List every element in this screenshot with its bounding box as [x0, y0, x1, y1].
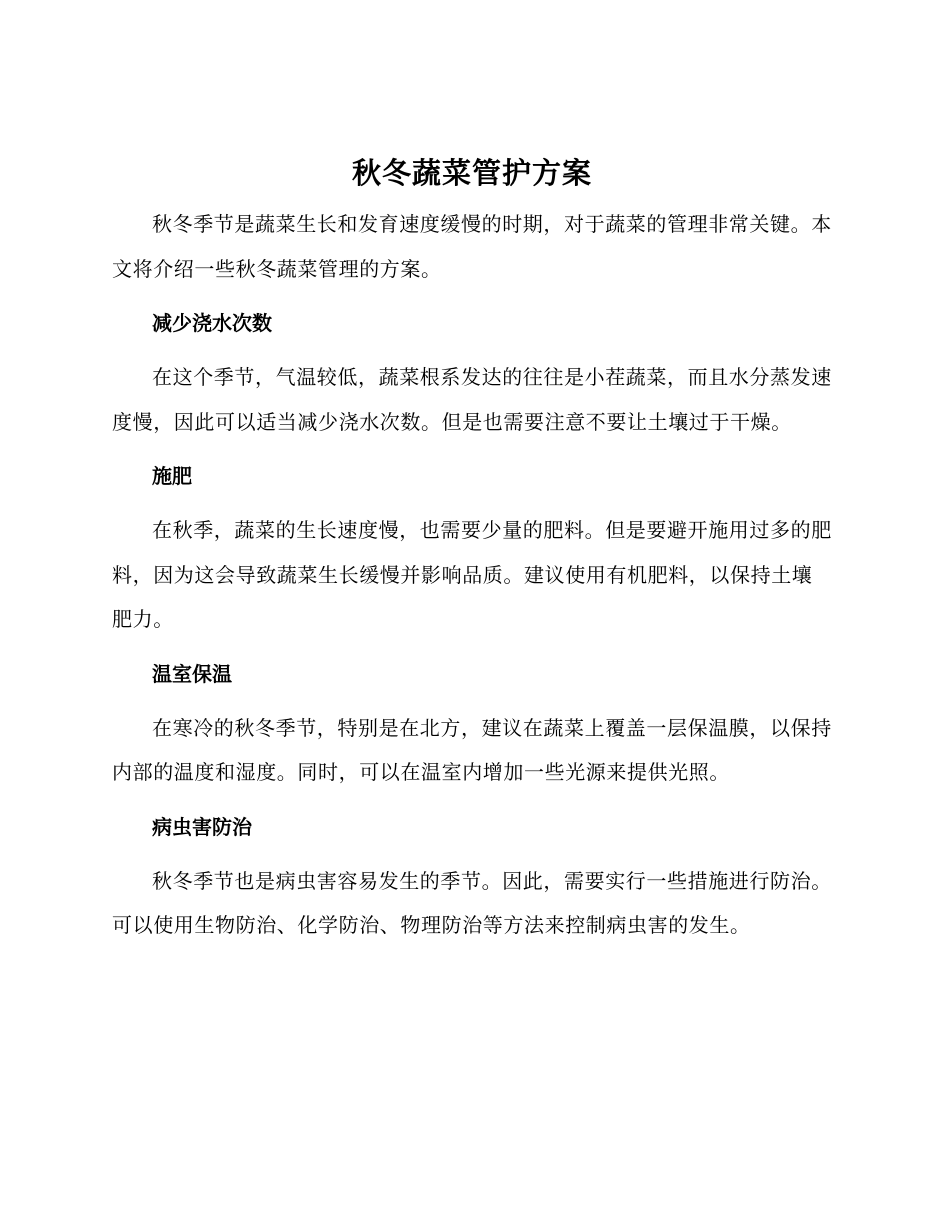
section-body-watering: 在这个季节，气温较低，蔬菜根系发达的往往是小茬蔬菜，而且水分蒸发速度慢，因此可以适当减少浇水次数。但是也需要注意不要让土壤过于干燥。 [112, 365, 832, 434]
section-body-fertilizing: 在秋季，蔬菜的生长速度慢，也需要少量的肥料。但是要避开施用过多的肥料，因为这会导致蔬菜生长缓慢并影响品质。建议使用有机肥料，以保持土壤肥力。 [112, 518, 832, 631]
section-body-pest-control: 秋冬季节也是病虫害容易发生的季节。因此，需要实行一些措施进行防治。可以使用生物防治、化学防治、物理防治等方法来控制病虫害的发生。 [112, 868, 832, 937]
intro-paragraph: 秋冬季节是蔬菜生长和发育速度缓慢的时期，对于蔬菜的管理非常关键。本文将介绍一些秋冬蔬菜管理的方案。 [112, 212, 832, 281]
section-heading-pest-control: 病虫害防治 [152, 814, 252, 839]
document-page [112, 150, 832, 948]
document-title: 秋冬蔬菜管护方案 [351, 156, 592, 190]
section-heading-greenhouse: 温室保温 [152, 661, 232, 686]
section-body-greenhouse: 在寒冷的秋冬季节，特别是在北方，建议在蔬菜上覆盖一层保温膜，以保持内部的温度和湿度。同时，可以在温室内增加一些光源来提供光照。 [112, 715, 832, 784]
section-heading-fertilizing: 施肥 [152, 464, 192, 488]
section-heading-watering: 减少浇水次数 [152, 311, 272, 335]
